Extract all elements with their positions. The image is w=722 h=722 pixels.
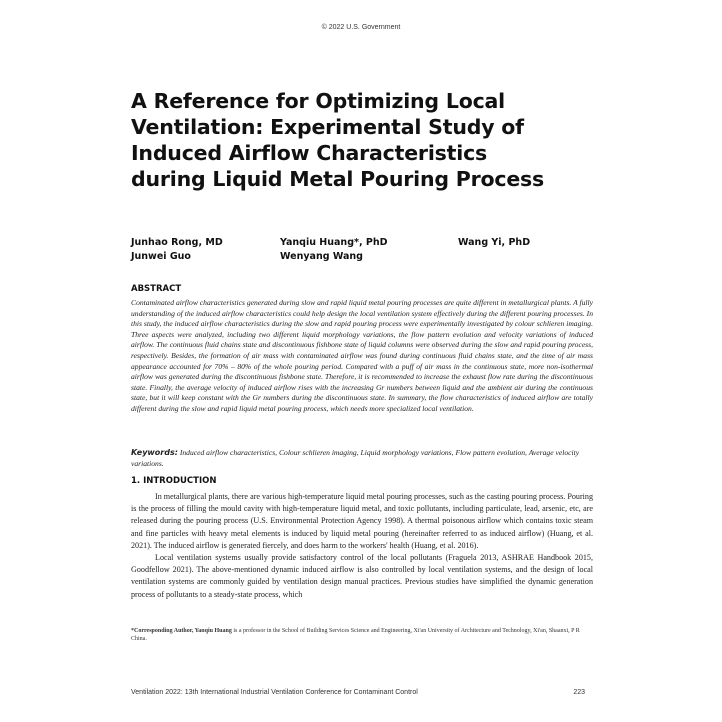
paper-title <box>131 88 611 192</box>
author-column-2 <box>280 236 388 264</box>
introduction-heading: 1. INTRODUCTION <box>131 476 217 486</box>
author-name: Yanqiu Huang*, PhD <box>280 237 388 248</box>
title-line: Induced Airflow Characteristics <box>131 141 488 165</box>
footnote-text: is a professor in the School of Building Services Science and Engineering, Xi'an University of Architecture and Technology, Xi'an, Shaanxi, P R China. <box>131 628 580 643</box>
title-line: during Liquid Metal Pouring Process <box>131 167 545 191</box>
title-line: Ventilation: Experimental Study of <box>131 115 524 139</box>
title-line: A Reference for Optimizing Local <box>131 89 506 113</box>
footnote-label: *Corresponding Author, Yanqiu Huang <box>131 628 232 634</box>
keywords-label: Keywords: <box>131 448 178 457</box>
keywords-text: Induced airflow characteristics, Colour schlieren imaging, Liquid morphology variations, Flow pattern evolution, Average velocity variations. <box>131 448 580 468</box>
author-name: Junwei Guo <box>131 251 191 262</box>
paragraph: In metallurgical plants, there are various high-temperature liquid metal pouring processes, such as the casting pouring process. Pouring is the process of filling the mould cavity with high-temperature liquid metal, and toxic pollutants, including particulate, lead, arsenic, etc, are released during the pouring process (U.S. Environmental Protection Agency 1998). A thermal poisonous airflow which contains toxic steam and fine particles with heavy metal elements is induced by liquid metal pouring (hereinafter referred to as induced airflow) (Huang, et al. 2021). The induced airflow is generated fiercely, and does harm to the workers' health (Huang, et al. 2016). <box>131 492 593 550</box>
introduction-body <box>131 491 593 601</box>
author-name: Junhao Rong, MD <box>131 237 223 248</box>
author-name: Wang Yi, PhD <box>458 237 531 248</box>
author-column-3 <box>458 236 530 250</box>
paragraph: Local ventilation systems usually provide satisfactory control of the local pollutants (Fraguela 2013, ASHRAE Handbook 2015, Goodfellow 2021). The above-mentioned dynamic induced airflow is also controlled by local ventilation systems, and the design of local ventilation systems are commonly guided by ventilation design manual practices. Previous studies have simplified the dynamic generation process of pollutants to a steady-state process, which <box>131 553 593 599</box>
abstract-text: Contaminated airflow characteristics generated during slow and rapid liquid metal pouring processes are quite different in metallurgical plants. A fully understanding of the induced airflow characteristics could help design the local ventilation system effectively during the different pouring processes. In this study, the induced airflow characteristics during the slow and rapid pouring process were experimentally investigated by colour schlieren imaging. Three aspects were analyzed, including two different liquid morphology variations, the flow pattern evolution and velocity variations of induced airflow. The continuous fluid chains state and discontinuous fishbone state of liquid columns were observed during the slow and rapid pouring process, respectively. Besides, the formation of air mass with contaminated airflow was found during continuous fluid chains state, and the time of air mass appearance accounted for 70% – 80% of the whole pouring period. Compared with a puff of air mass in the continuous state, more non-isothermal airflow was generated during the discontinuous fishbone state. Therefore, it is recommended to increase the exhaust flow rate during the discontinuous state. Finally, the average velocity of induced airflow rises with the increasing Gr numbers between liquid and the ambient air during the continuous state, but it will keep constant with the Gr numbers during the discontinuous state. In summary, the flow characteristics of induced airflow are totally different during the slow and rapid liquid metal pouring process, which needs more specialized local ventilation. <box>131 298 593 413</box>
page-footer <box>131 689 593 696</box>
abstract-heading: ABSTRACT <box>131 284 182 294</box>
page-number: 223 <box>573 689 585 696</box>
author-name: Wenyang Wang <box>280 251 363 262</box>
author-column-1 <box>131 236 223 264</box>
conference-name: Ventilation 2022: 13th International Industrial Ventilation Conference for Contaminant Control <box>131 689 418 696</box>
copyright-notice: © 2022 U.S. Government <box>321 24 401 31</box>
keywords <box>131 448 593 469</box>
corresponding-author-footnote <box>131 627 593 644</box>
